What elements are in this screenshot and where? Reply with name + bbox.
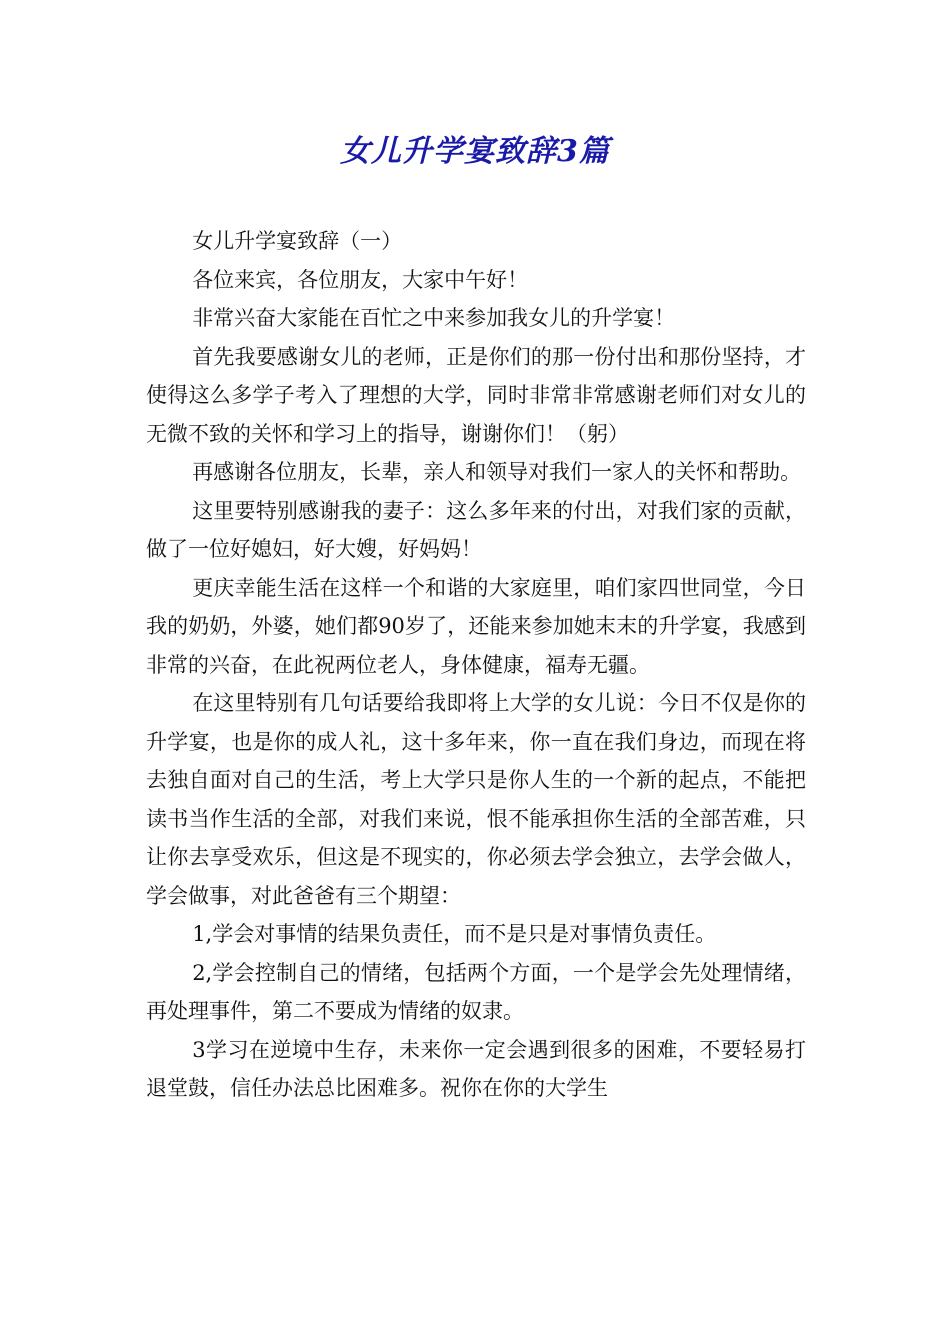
paragraph: 再感谢各位朋友，长辈，亲人和领导对我们一家人的关怀和帮助。 [192,460,802,484]
document-title: 女儿升学宴致辞3篇 [340,134,610,169]
paragraph: 更庆幸能生活在这样一个和谐的大家庭里，咱们家四世同堂，今日我的奶奶，外婆，她们都90岁了，还能来参加她末末的升学宴，我感到非常的兴奋，在此祝两位老人，身体健康，福寿无疆。 [146,575,806,677]
paragraph-heading: 女儿升学宴致辞（一） [192,229,403,253]
paragraph: 首先我要感谢女儿的老师，正是你们的那一份付出和那份坚持，才使得这么多学子考入了理想的大学，同时非常非常感谢老师们对女儿的无微不致的关怀和学习上的指导，谢谢你们！（躬） [146,344,806,446]
paragraph: 这里要特别感谢我的妻子：这么多年来的付出，对我们家的贡献，做了一位好媳妇，好大嫂，好妈妈！ [146,498,806,561]
paragraph-greeting: 各位来宾，各位朋友，大家中午好！ [192,267,529,292]
paragraph: 非常兴奋大家能在百忙之中来参加我女儿的升学宴！ [192,306,676,330]
paragraph-expectation-3: 3学习在逆境中生存，未来你一定会遇到很多的困难，不要轻易打退堂鼓，信任办法总比困难多。祝你在你的大学生 [146,1037,806,1100]
document-body [146,222,806,1108]
paragraph: 在这里特别有几句话要给我即将上大学的女儿说：今日不仅是你的升学宴，也是你的成人礼，这十多年来，你一直在我们身边，而现在将去独自面对自己的生活，考上大学只是你人生的一个新的起点，不能把读书当作生活的全部，对我们来说，恨不能承担你生活的全部苦难，只让你去享受欢乐，但这是不现实的，你必须去学会独立，去学会做人，学会做事，对此爸爸有三个期望： [146,691,806,908]
paragraph-expectation-2: 2,学会控制自己的情绪，包括两个方面，一个是学会先处理情绪，再处理事件，第二不要成为情绪的奴隶。 [146,960,806,1023]
paragraph-expectation-1: 1,学会对事情的结果负责任，而不是只是对事情负责任。 [192,922,717,946]
